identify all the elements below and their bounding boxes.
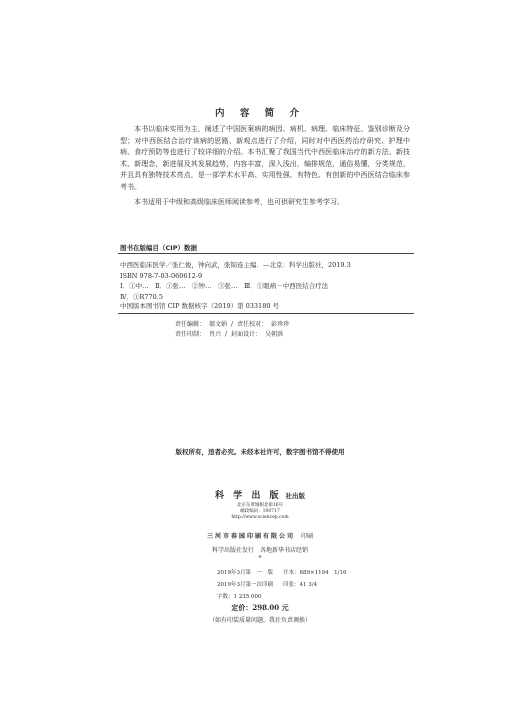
design-name: 吴朝洪 bbox=[265, 330, 284, 338]
publisher-website: http://www.sciencep.com bbox=[231, 515, 289, 520]
wordcount-line: 字数：1 235 000 bbox=[217, 594, 262, 600]
credit-separator: / bbox=[225, 330, 228, 338]
editor-name: 郝文娟 bbox=[209, 321, 228, 328]
editorial-credits bbox=[175, 320, 289, 339]
quality-notice: （如有印装质量问题，我社负责调换） bbox=[208, 617, 311, 624]
cip-record bbox=[120, 260, 410, 302]
credit-separator: / bbox=[231, 321, 234, 328]
format-text: 开本：889×1194 1/16 bbox=[283, 570, 347, 576]
editors-row-1 bbox=[175, 320, 289, 330]
intro-paragraph-2 bbox=[120, 197, 410, 209]
edition-line bbox=[217, 568, 346, 576]
printing-text: 2019年3月第一次印刷 bbox=[217, 582, 273, 588]
cip-line-2: ISBN 978-7-03-060612-9 bbox=[120, 271, 203, 280]
cip-line-1: 中西医临床医学／张仁俊，钟向武，张锦连主编．—北京：科学出版社，2019.3 bbox=[120, 261, 351, 269]
printing-line bbox=[217, 580, 317, 588]
proof-name: 彭珍珍 bbox=[271, 321, 290, 328]
print-name: 肖兴 bbox=[209, 330, 222, 338]
proof-label: 责任校对： bbox=[237, 321, 268, 328]
cip-heading: 图书在版编目（CIP）数据 bbox=[120, 244, 197, 252]
cip-bottom-rule bbox=[118, 313, 414, 314]
printer-line bbox=[0, 531, 520, 540]
publisher-suffix: 社出版 bbox=[285, 492, 305, 500]
publisher-postcode: 邮政编码：100717 bbox=[240, 509, 280, 514]
cip-line-4: Ⅳ．①R770.5 bbox=[120, 292, 163, 301]
rights-notice: 版权所有，违者必究。未经本社许可，数字图书馆不得使用 bbox=[175, 448, 345, 456]
printer-tail: 印刷 bbox=[301, 533, 314, 540]
intro-title: 内 容 简 介 bbox=[215, 108, 305, 119]
publisher-name-text: 科 学 出 版 bbox=[215, 491, 282, 501]
separator-star: * bbox=[258, 555, 262, 562]
sheets-text: 印张：41 3/4 bbox=[283, 582, 318, 588]
publisher-address: 北京东黄城根北街16号 bbox=[236, 503, 284, 508]
publisher-name bbox=[0, 488, 520, 501]
intro-text-2: 本书适用于中级和高级临床医师阅读参考，也可供研究生参考学习。 bbox=[134, 198, 344, 206]
cip-number-text: 中国版本图书馆 CIP 数据核字（2019）第 033180 号 bbox=[120, 302, 280, 310]
cip-number bbox=[120, 301, 410, 312]
printer-name: 三河市春园印刷有限公司 bbox=[206, 533, 295, 540]
price: 定价：298.00 元 bbox=[231, 603, 289, 612]
design-label: 封面设计： bbox=[231, 330, 262, 338]
intro-paragraph-1 bbox=[120, 124, 410, 193]
print-label: 责任印制： bbox=[175, 330, 206, 338]
distribution-line: 科学出版社发行 各地新华书店经销 bbox=[211, 547, 308, 554]
cip-line-3: Ⅰ．①中… Ⅱ．①张… ②钟… ③张… Ⅲ．①眼病－中西医结合疗法 bbox=[120, 282, 329, 290]
edition-text: 2019年3月第 一 版 bbox=[217, 570, 273, 576]
editors-row-2 bbox=[175, 330, 289, 340]
intro-text-1: 本书以临床实用为主，阐述了中国医案病的病因、病机、病理、临床特征、鉴别诊断及分型；对中西医结合治疗该病的思路、新观点进行了介绍，同时对中西医药治疗研究、护理中病、食疗预防等也进行了较详细的介绍。本书汇聚了我国当代中西医临床治疗的新方法、新技术、新理念，新进展及其发展趋势，内容丰富，深入浅出，编排规范，通俗易懂，分类规范，并且具有独特技术亮点，是一部学术水平高、实用性强、有特色、有创新的中西医结合临床参考书。 bbox=[120, 125, 410, 191]
cip-top-rule bbox=[118, 253, 414, 254]
editor-label: 责任编辑： bbox=[175, 321, 206, 328]
